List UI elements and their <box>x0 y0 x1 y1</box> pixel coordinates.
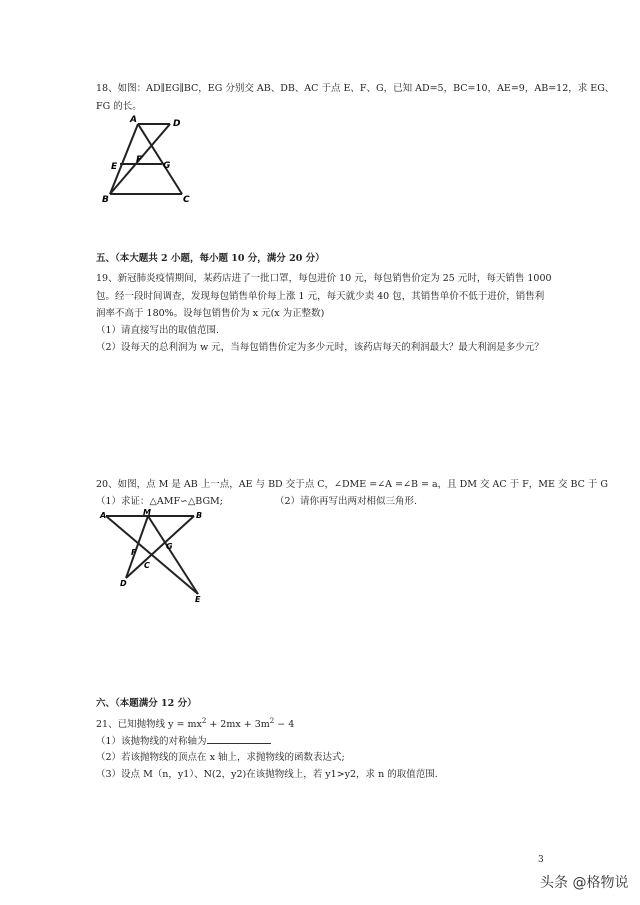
label-F: F <box>131 548 137 557</box>
q21-part2: （2）若该抛物线的顶点在 x 轴上，求抛物线的函数表达式; <box>96 752 345 763</box>
label-C: C <box>183 195 190 204</box>
q20-part1: （1）求证：△AMF∽△BGM; <box>96 496 223 507</box>
q18-figure <box>100 112 195 204</box>
label-B: B <box>102 195 109 204</box>
label-G: G <box>166 542 173 551</box>
q19-text-line1: 19、新冠肺炎疫情期间，某药店进了一批口罩，每包进价 10 元，每包销售价定为 25 元时，每天销售 1000 <box>96 273 552 284</box>
label-F: F <box>136 155 143 165</box>
q19-text-line3: 润率不高于 180%。设每包销售价为 x 元(x 为正整数) <box>96 308 325 319</box>
answer-blank <box>207 734 271 744</box>
page-number: 3 <box>538 855 544 865</box>
q21-part1: （1）该抛物线的对称轴为 <box>96 736 207 747</box>
label-M: M <box>143 508 151 517</box>
q20-text-line1: 20、如图，点 M 是 AB 上一点，AE 与 BD 交于点 C，∠DME =∠A =∠B = a，且 DM 交 AC 于 F，ME 交 BC 于 G <box>96 479 609 490</box>
q19-part1: （1）请直接写出的取值范围. <box>96 325 220 336</box>
q21-formula-part3: − 4 <box>274 719 295 731</box>
q18-text-line2: FG 的长。 <box>96 101 142 112</box>
label-E: E <box>111 162 118 172</box>
label-B: B <box>196 511 203 520</box>
section-6-title: 六、（本题满分 12 分） <box>96 698 197 709</box>
q19-text-line2: 包。经一段时间调查，发现每包销售单价每上涨 1 元，每天就少卖 40 包，其销售单价不低于进价，销售利 <box>96 291 545 302</box>
q20-part2: （2）请你再写出两对相似三角形. <box>275 496 418 507</box>
label-G: G <box>163 161 171 171</box>
q21-formula-part2: + 2mx + 3m <box>206 719 270 731</box>
segment-ME <box>148 516 198 594</box>
section-5-title: 五、（本大题共 2 小题，每小题 10 分，满分 20 分） <box>96 253 325 264</box>
label-A: A <box>130 115 137 125</box>
segment-AB <box>110 124 138 194</box>
q19-part2: （2）设每天的总利润为 w 元，当每包销售价定为多少元时，该药店每天的利润最大？最大利润是多少元？ <box>96 342 544 353</box>
q21-exponent-1: 2 <box>201 717 207 725</box>
q21-text-line1 <box>96 715 294 731</box>
q18-text-line1: 18、如图：AD∥EG∥BC，EG 分别交 AB、DB、AC 于点 E、F、G，已知 AD=5，BC=10，AE=9，AB=12，求 EG、 <box>96 83 615 94</box>
label-D: D <box>173 119 181 129</box>
label-C: C <box>144 561 150 570</box>
label-A: A <box>100 511 107 520</box>
q20-figure <box>98 508 208 604</box>
watermark: 头条 @格物说 <box>540 875 629 891</box>
q21-part3: （3）设点 M（n，y1）、N(2，y2)在该抛物线上，若 y1>y2，求 n 的取值范围. <box>96 769 438 780</box>
q21-part1-line <box>96 734 271 748</box>
label-D: D <box>120 579 127 588</box>
label-E: E <box>195 595 201 604</box>
q21-formula-part1: 21、已知抛物线 y = mx <box>96 719 202 731</box>
q21-exponent-2: 2 <box>269 717 275 725</box>
